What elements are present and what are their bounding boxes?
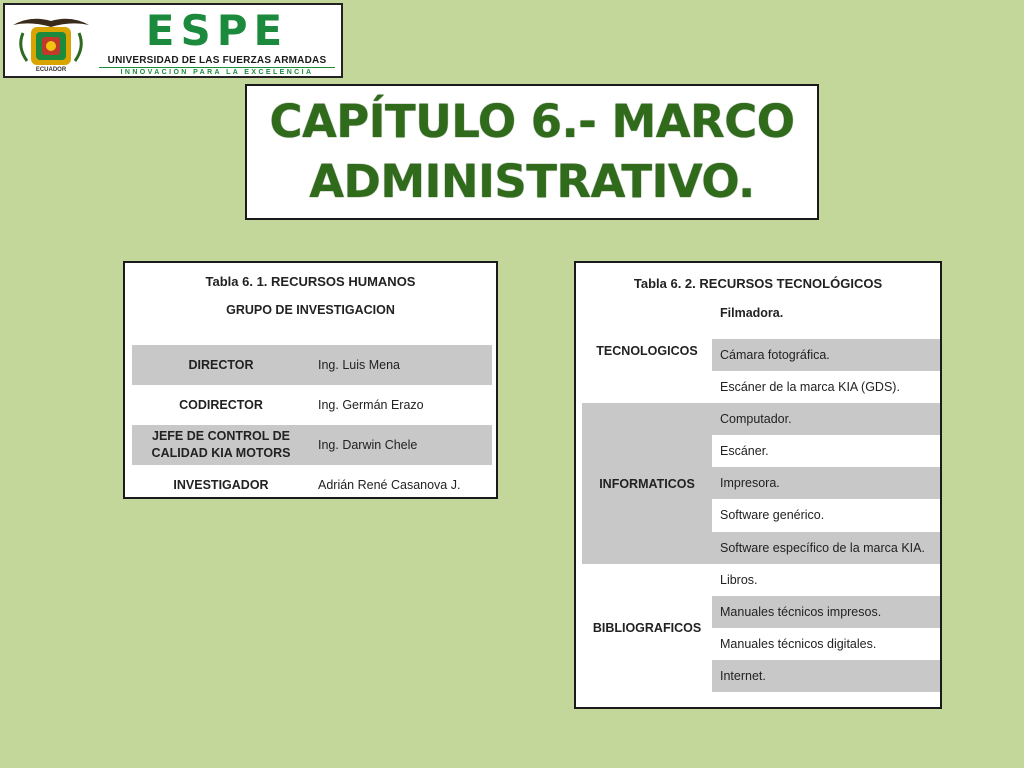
table-caption: Tabla 6. 2. RECURSOS TECNOLÓGICOS (633, 276, 883, 291)
name-cell: Ing. Luis Mena (318, 358, 400, 372)
item-cell: Cámara fotográfica. (712, 339, 940, 371)
item-cell: Software genérico. (720, 508, 825, 522)
item-cell: Escáner. (720, 444, 769, 458)
item-cell: Escáner de la marca KIA (GDS). (720, 380, 900, 394)
item-cell: Internet. (712, 660, 940, 692)
seal-caption: ECUADOR (35, 67, 67, 73)
item-cell: Filmadora. (720, 306, 784, 320)
category-cell: BIBLIOGRAFICOS (592, 621, 702, 635)
role-cell: CODIRECTOR (179, 397, 263, 412)
brand-wordmark: ESPE (145, 6, 289, 55)
role-cell: INVESTIGADOR (173, 477, 269, 492)
role-cell: DIRECTOR (188, 357, 254, 372)
university-name: UNIVERSIDAD DE LAS FUERZAS ARMADAS (107, 55, 327, 66)
item-cell: Manuales técnicos digitales. (720, 637, 877, 651)
table-subtitle: GRUPO DE INVESTIGACION (226, 303, 395, 317)
table-row (132, 345, 492, 385)
category-cell: INFORMATICOS (582, 403, 712, 564)
name-cell: Ing. Darwin Chele (318, 438, 418, 452)
item-cell: Manuales técnicos impresos. (712, 596, 940, 628)
title-line-2: ADMINISTRATIVO. (309, 155, 755, 208)
table-row (132, 465, 492, 505)
slide-title (245, 84, 819, 220)
espe-logo (3, 3, 343, 78)
item-cell: Computador. (712, 403, 940, 435)
item-cell: Software específico de la marca KIA. (712, 532, 940, 564)
table-row (132, 425, 492, 465)
table-caption: Tabla 6. 1. RECURSOS HUMANOS (205, 274, 416, 289)
human-resources-table (123, 261, 498, 499)
item-cell: Impresora. (712, 467, 940, 499)
item-cell: Libros. (720, 573, 758, 587)
name-cell: Ing. Germán Erazo (318, 398, 424, 412)
name-cell: Adrián René Casanova J. (318, 478, 461, 492)
brand-divider (99, 67, 335, 68)
technology-resources-table (574, 261, 942, 709)
table-row (132, 385, 492, 425)
category-cell: TECNOLOGICOS (596, 344, 698, 358)
university-motto: INNOVACIÓN PARA LA EXCELENCIA (120, 69, 314, 76)
title-line-1: CAPÍTULO 6.- MARCO (269, 95, 795, 148)
role-cell: JEFE DE CONTROL DE CALIDAD KIA MOTORS (151, 429, 291, 460)
